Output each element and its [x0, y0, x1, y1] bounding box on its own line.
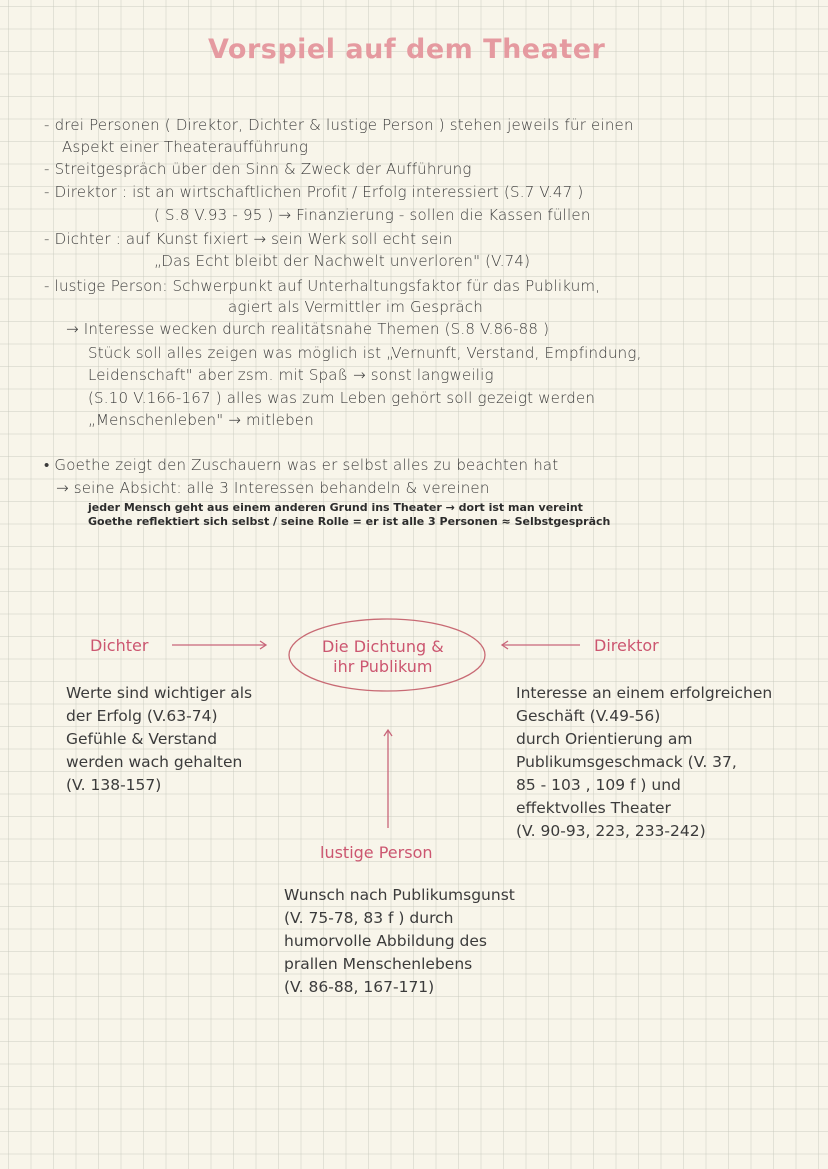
- box-line: 85 - 103 , 109 f ) und: [516, 776, 681, 794]
- note-line: Aspekt einer Theateraufführung: [62, 138, 309, 156]
- note-line: - Streitgespräch über den Sinn & Zweck der Aufführung: [44, 160, 472, 178]
- label-direktor: Direktor: [594, 636, 659, 655]
- box-line: (V. 90-93, 223, 233-242): [516, 822, 706, 840]
- note-line: • Goethe zeigt den Zuschauern was er selbst alles zu beachten hat: [44, 456, 559, 474]
- small-note-line: jeder Mensch geht aus einem anderen Grund ins Theater → dort ist man vereint: [88, 501, 583, 514]
- box-line: durch Orientierung am: [516, 730, 693, 748]
- box-line: (V. 138-157): [66, 776, 162, 794]
- box-line: Werte sind wichtiger als: [66, 684, 253, 702]
- box-line: effektvolles Theater: [516, 799, 671, 817]
- box-line: prallen Menschenlebens: [284, 955, 473, 973]
- note-line: - drei Personen ( Direktor, Dichter & lustige Person ) stehen jeweils für einen: [44, 116, 634, 134]
- dichter-box: [66, 682, 306, 797]
- box-line: Geschäft (V.49-56): [516, 707, 661, 725]
- small-note-line: Goethe reflektiert sich selbst / seine Rolle = er ist alle 3 Personen ≈ Selbstgespräch: [88, 515, 611, 528]
- arrow-up-icon: [384, 730, 392, 828]
- note-line: Leidenschaft" aber zsm. mit Spaß → sonst langweilig: [88, 366, 494, 384]
- label-lustige-person: lustige Person: [320, 843, 433, 862]
- box-line: (V. 75-78, 83 f ) durch: [284, 909, 454, 927]
- arrow-right-icon: [172, 641, 266, 649]
- note-line: „Menschenleben" → mitleben: [88, 411, 314, 429]
- note-line: Stück soll alles zeigen was möglich ist „Vernunft, Verstand, Empfindung,: [88, 344, 642, 362]
- note-line: → Interesse wecken durch realitätsnahe Themen (S.8 V.86-88 ): [66, 320, 550, 338]
- box-line: humorvolle Abbildung des: [284, 932, 487, 950]
- diagram-center: [322, 637, 444, 677]
- page-title: Vorspiel auf dem Theater: [208, 34, 606, 65]
- box-line: werden wach gehalten: [66, 753, 243, 771]
- box-line: Wunsch nach Publikumsgunst: [284, 886, 515, 904]
- note-line: - lustige Person: Schwerpunkt auf Unterhaltungsfaktor für das Publikum,: [44, 277, 601, 295]
- label-dichter: Dichter: [90, 636, 149, 655]
- note-line: - Direktor : ist an wirtschaftlichen Profit / Erfolg interessiert (S.7 V.47 ): [44, 183, 584, 201]
- note-line: „Das Echt bleibt der Nachwelt unverloren" (V.74): [154, 252, 531, 270]
- box-line: Interesse an einem erfolgreichen: [516, 684, 773, 702]
- box-line: Gefühle & Verstand: [66, 730, 218, 748]
- direktor-box: [516, 682, 816, 843]
- lustige-person-box: [284, 884, 584, 999]
- note-line: agiert als Vermittler im Gespräch: [228, 298, 483, 316]
- box-line: der Erfolg (V.63-74): [66, 707, 218, 725]
- note-line: - Dichter : auf Kunst fixiert → sein Werk soll echt sein: [44, 230, 453, 248]
- box-line: Publikumsgeschmack (V. 37,: [516, 753, 737, 771]
- note-line: → seine Absicht: alle 3 Interessen behandeln & vereinen: [56, 479, 490, 497]
- box-line: (V. 86-88, 167-171): [284, 978, 435, 996]
- arrow-left-icon: [502, 641, 580, 649]
- note-line: ( S.8 V.93 - 95 ) → Finanzierung - sollen die Kassen füllen: [154, 206, 591, 224]
- center-line-2: ihr Publikum: [333, 657, 433, 676]
- note-line: (S.10 V.166-167 ) alles was zum Leben gehört soll gezeigt werden: [88, 389, 596, 407]
- center-line-1: Die Dichtung &: [322, 637, 444, 656]
